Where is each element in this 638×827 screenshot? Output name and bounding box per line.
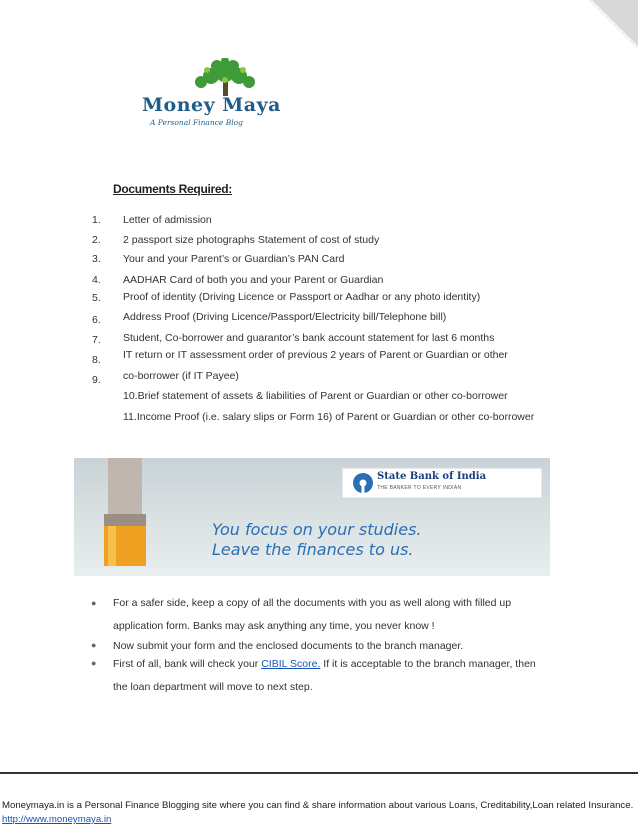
- bullet-item: [113, 653, 553, 699]
- list-item: Your and your Parent’s or Guardian’s PAN Card: [123, 253, 345, 265]
- sbi-bank-name: State Bank of India: [377, 471, 487, 482]
- documents-heading: Documents Required:: [113, 182, 232, 196]
- cibil-score-link[interactable]: CIBIL Score.: [261, 658, 321, 670]
- list-item: AADHAR Card of both you and your Parent or Guardian: [123, 274, 384, 286]
- banner-line-1: You focus on your studies.: [212, 520, 422, 539]
- bullet-text: If it is acceptable to the branch manager, then the loan department will move to next step.: [113, 658, 536, 693]
- list-number: 7.: [92, 334, 101, 346]
- footer-website-link[interactable]: http://www.moneymaya.in: [2, 814, 112, 825]
- bullet-item: Now submit your form and the enclosed documents to the branch manager.: [113, 640, 464, 652]
- list-item: IT return or IT assessment order of previous 2 years of Parent or Guardian or other: [123, 349, 508, 361]
- bullet-text: First of all, bank will check your: [113, 658, 262, 670]
- bullet-icon: ●: [91, 598, 97, 608]
- list-number: 5.: [92, 292, 101, 304]
- list-number: 3.: [92, 253, 101, 265]
- footer-divider: [0, 772, 638, 774]
- bullet-icon: ●: [91, 658, 97, 668]
- list-item: Proof of identity (Driving Licence or Passport or Aadhar or any photo identity): [123, 291, 481, 303]
- list-number: 4.: [92, 274, 101, 286]
- list-item: Address Proof (Driving Licence/Passport/Electricity bill/Telephone bill): [123, 311, 447, 323]
- footer-description: Moneymaya.in is a Personal Finance Blogging site where you can find & share information about various Loans, Creditability,Loan related Insurance.: [2, 800, 634, 811]
- list-item: 2 passport size photographs Statement of cost of study: [123, 234, 380, 246]
- list-number: 6.: [92, 314, 101, 326]
- list-number: 1.: [92, 214, 101, 226]
- list-number: 9.: [92, 374, 101, 386]
- bullet-icon: ●: [91, 640, 97, 650]
- list-item: co-borrower (if IT Payee): [123, 370, 239, 382]
- banner-line-2: Leave the finances to us.: [212, 540, 414, 559]
- logo-subtitle: A Personal Finance Blog: [150, 118, 243, 127]
- bullet-item: For a safer side, keep a copy of all the documents with you as well along with filled up application form. Banks may ask anything any time, you never know !: [113, 597, 512, 632]
- list-item: Letter of admission: [123, 214, 212, 226]
- sbi-tagline: THE BANKER TO EVERY INDIAN: [377, 485, 462, 491]
- list-item: Student, Co-borrower and guarantor’s bank account statement for last 6 months: [123, 332, 495, 344]
- page-corner-decoration: [542, 0, 638, 96]
- list-number: 2.: [92, 234, 101, 246]
- list-number: 8.: [92, 354, 101, 366]
- footer-text: [2, 799, 638, 827]
- list-item: 11.Income Proof (i.e. salary slips or Form 16) of Parent or Guardian or other co-borrower: [123, 411, 535, 423]
- logo-title: Money Maya: [142, 94, 281, 116]
- list-item: 10.Brief statement of assets & liabilities of Parent or Guardian or other co-borrower: [123, 390, 508, 402]
